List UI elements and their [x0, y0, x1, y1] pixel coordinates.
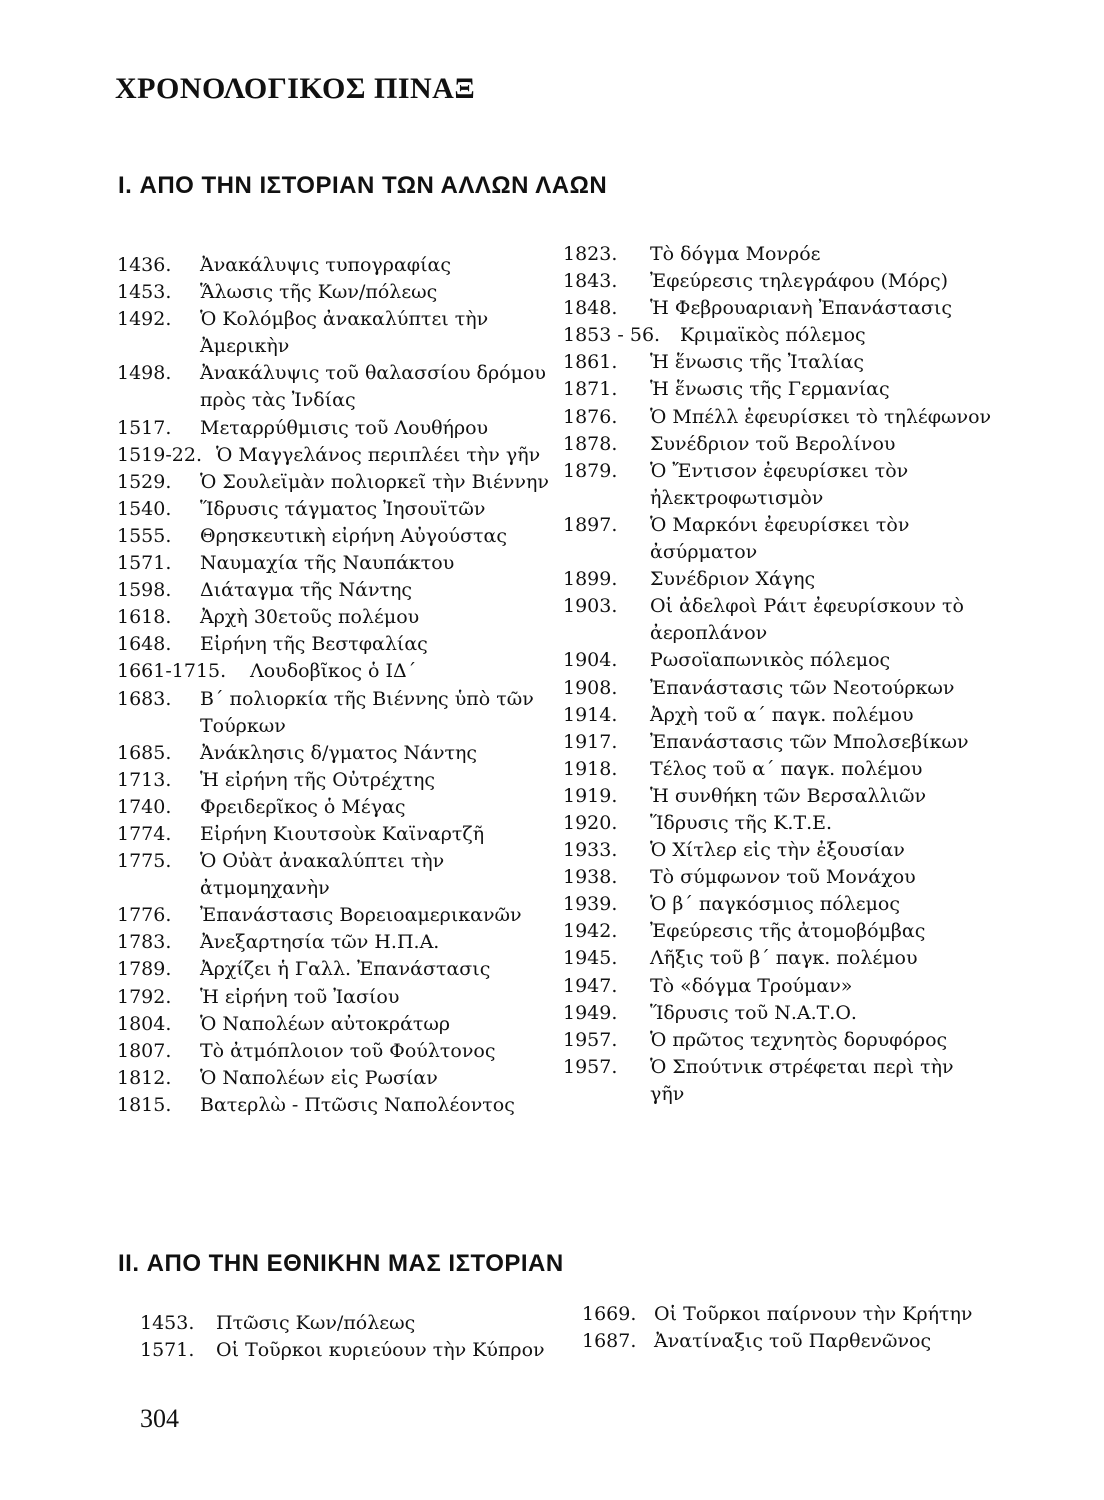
entry-event: Ὁ Ναπολέων εἰς Ρωσίαν	[200, 1066, 438, 1089]
timeline-entry	[117, 1065, 555, 1092]
timeline-entry	[117, 794, 555, 821]
timeline-left-column	[117, 252, 555, 1119]
entry-year: 1618.	[117, 606, 172, 629]
timeline-entry	[563, 891, 993, 918]
timeline-entry	[117, 469, 555, 496]
entry-year: 1775.	[117, 850, 172, 873]
entry-event: Τὸ δόγμα Μονρόε	[650, 243, 821, 265]
timeline-entry	[117, 577, 555, 604]
entry-event: Λουδοβῖκος ὁ ΙΔ΄	[250, 660, 417, 683]
entry-year: 1848.	[563, 297, 618, 320]
timeline-entry	[563, 675, 993, 702]
entry-year: 1933.	[563, 839, 618, 862]
entry-event: Ἡ Φεβρουαριανὴ Ἐπανάστασις	[650, 297, 952, 320]
entry-year: 1774.	[117, 822, 172, 845]
timeline-entry	[563, 864, 993, 891]
entry-event: Λῆξις τοῦ β΄ παγκ. πολέμου	[650, 947, 918, 970]
entry-event: Ἀνατίναξις τοῦ Παρθενῶνος	[654, 1330, 932, 1353]
entry-year: 1853 - 56.	[563, 324, 661, 347]
entry-event: Τὸ σύμφωνον τοῦ Μονάχου	[650, 866, 916, 889]
entry-event: Τέλος τοῦ α΄ παγκ. πολέμου	[650, 757, 923, 780]
entry-year: 1555.	[117, 524, 172, 547]
timeline-entry	[563, 1054, 993, 1108]
timeline-entry	[117, 929, 555, 956]
entry-year: 1957.	[563, 1055, 618, 1078]
timeline-entry	[563, 295, 993, 322]
timeline-entry	[563, 783, 993, 810]
entry-year: 1453.	[140, 1312, 195, 1334]
timeline-entry	[563, 702, 993, 729]
timeline-entry	[563, 729, 993, 756]
timeline-entry	[563, 810, 993, 837]
entry-year: 1823.	[563, 243, 618, 265]
entry-year: 1669.	[582, 1303, 637, 1325]
entry-event: Ἡ εἰρήνη τοῦ Ἰασίου	[200, 985, 400, 1008]
entry-year: 1903.	[563, 595, 618, 618]
entry-year: 1571.	[117, 552, 172, 575]
entry-event: Ὁ Μαγγελάνος περιπλέει τὴν γῆν	[216, 443, 541, 466]
timeline-entry	[563, 404, 993, 431]
entry-year: 1919.	[563, 784, 618, 807]
timeline-entry	[117, 306, 555, 360]
entry-year: 1920.	[563, 811, 618, 834]
entry-event: Ὁ Ναπολέων αὐτοκράτωρ	[200, 1012, 451, 1035]
entry-year: 1783.	[117, 931, 172, 954]
entry-year: 1904.	[563, 649, 618, 672]
timeline-entry	[563, 376, 993, 403]
entry-year: 1949.	[563, 1001, 618, 1024]
entry-event: Ἀρχὴ 30ετοῦς πολέμου	[200, 606, 420, 629]
national-left-column	[140, 1310, 560, 1364]
timeline-entry	[117, 360, 555, 414]
timeline-entry	[563, 512, 993, 566]
entry-event: Ἡ ἕνωσις τῆς Ἰταλίας	[650, 351, 865, 374]
timeline-entry	[582, 1301, 1002, 1328]
entry-event: Ὁ Ἔντισον ἐφευρίσκει τὸν ἠλεκτροφωτισμὸν	[650, 459, 909, 509]
entry-event: Ρωσοϊαπωνικὸς πόλεμος	[650, 649, 891, 672]
entry-year: 1879.	[563, 459, 618, 482]
timeline-entry	[117, 902, 555, 929]
timeline-entry	[117, 740, 555, 767]
timeline-entry	[563, 918, 993, 945]
entry-year: 1807.	[117, 1039, 172, 1062]
timeline-entry	[117, 1038, 555, 1065]
entry-year: 1571.	[140, 1339, 195, 1362]
entry-year: 1914.	[563, 703, 618, 726]
entry-event: Ἵδρυσις τοῦ Ν.Α.Τ.Ο.	[650, 1001, 857, 1024]
entry-year: 1498.	[117, 362, 172, 385]
timeline-entry	[563, 756, 993, 783]
entry-event: Ὁ πρῶτος τεχνητὸς δορυφόρος	[650, 1028, 948, 1051]
timeline-entry	[117, 550, 555, 577]
timeline-entry	[563, 566, 993, 593]
timeline-entry	[117, 279, 555, 306]
timeline-entry	[117, 252, 555, 279]
entry-year: 1878.	[563, 432, 618, 455]
entry-event: Οἱ ἀδελφοὶ Ράιτ ἐφευρίσκουν τὸ ἀεροπλάνον	[650, 595, 964, 645]
entry-event: Ἀνακάλυψις τυπογραφίας	[200, 254, 451, 276]
entry-event: Ἐφεύρεσις τῆς ἀτομοβόμβας	[650, 920, 926, 943]
entry-year: 1899.	[563, 568, 618, 591]
entry-event: Ἡ ἕνωσις τῆς Γερμανίας	[650, 378, 890, 401]
entry-year: 1713.	[117, 768, 172, 791]
section-heading-national-history: II. ΑΠΟ ΤΗΝ ΕΘΝΙΚΗΝ ΜΑΣ ΙΣΤΟΡΙΑΝ	[118, 1250, 564, 1277]
entry-event: Ἡ εἰρήνη τῆς Οὐτρέχτης	[200, 768, 435, 791]
timeline-entry	[563, 268, 993, 295]
entry-event: Ὁ β΄ παγκόσμιος πόλεμος	[650, 893, 901, 916]
timeline-entry	[117, 821, 555, 848]
entry-event: Τὸ «δόγμα Τρούμαν»	[650, 974, 853, 997]
entry-event: Ἀρχίζει ἡ Γαλλ. Ἐπανάστασις	[200, 958, 491, 981]
entry-event: Ἐπανάστασις Βορειοαμερικανῶν	[200, 904, 522, 927]
timeline-entry	[117, 956, 555, 983]
entry-event: Ἐφεύρεσις τηλεγράφου (Μόρς)	[650, 270, 949, 293]
entry-event: Φρειδερῖκος ὁ Μέγας	[200, 795, 406, 818]
section-heading-other-peoples: I. ΑΠΟ ΤΗΝ ΙΣΤΟΡΙΑΝ ΤΩΝ ΑΛΛΩΝ ΛΑΩΝ	[118, 172, 608, 199]
timeline-entry	[117, 604, 555, 631]
entry-year: 1661-1715.	[117, 660, 227, 683]
entry-event: Ἡ συνθήκη τῶν Βερσαλλιῶν	[650, 784, 927, 807]
entry-event: Βατερλὼ - Πτῶσις Ναπολέοντος	[200, 1093, 515, 1116]
timeline-entry	[563, 945, 993, 972]
entry-year: 1804.	[117, 1012, 172, 1035]
entry-year: 1812.	[117, 1066, 172, 1089]
entry-year: 1529.	[117, 470, 172, 493]
entry-year: 1648.	[117, 633, 172, 656]
timeline-entry	[117, 631, 555, 658]
entry-event: Θρησκευτικὴ εἰρήνη Αὐγούστας	[200, 524, 508, 547]
entry-event: Ἅλωσις τῆς Κων/πόλεως	[200, 281, 438, 304]
entry-year: 1598.	[117, 579, 172, 602]
entry-year: 1740.	[117, 795, 172, 818]
entry-year: 1957.	[563, 1028, 618, 1051]
entry-year: 1687.	[582, 1330, 637, 1353]
entry-year: 1519-22.	[117, 443, 202, 466]
timeline-entry	[117, 658, 555, 685]
entry-year: 1939.	[563, 893, 618, 916]
entry-event: Ἐπανάστασις τῶν Μπολσεβίκων	[650, 730, 969, 753]
entry-year: 1945.	[563, 947, 618, 970]
entry-year: 1897.	[563, 513, 618, 536]
entry-event: Ἀνάκλησις δ/γματος Νάντης	[200, 741, 478, 764]
entry-year: 1947.	[563, 974, 618, 997]
timeline-entry	[563, 322, 993, 349]
entry-event: Ναυμαχία τῆς Ναυπάκτου	[200, 552, 455, 575]
entry-event: Ὁ Κολόμβος ἀνακαλύπτει τὴν Ἀμερικὴν	[200, 308, 489, 358]
timeline-entry	[563, 241, 993, 268]
entry-event: Ὁ Μπέλλ ἐφευρίσκει τὸ τηλέφωνον	[650, 405, 992, 428]
entry-event: Ὁ Χίτλερ εἰς τὴν ἐξουσίαν	[650, 839, 905, 862]
entry-year: 1815.	[117, 1093, 172, 1116]
timeline-entry	[563, 1000, 993, 1027]
timeline-entry	[140, 1310, 560, 1337]
timeline-entry	[563, 973, 993, 1000]
entry-event: Κριμαϊκὸς πόλεμος	[680, 324, 866, 347]
timeline-entry	[117, 1011, 555, 1038]
entry-year: 1917.	[563, 730, 618, 753]
entry-year: 1792.	[117, 985, 172, 1008]
timeline-entry	[563, 647, 993, 674]
entry-event: Ὁ Μαρκόνι ἐφευρίσκει τὸν ἀσύρματον	[650, 513, 910, 564]
entry-year: 1843.	[563, 270, 618, 293]
entry-event: Ἀνακάλυψις τοῦ θαλασσίου δρόμου πρὸς τὰς Ἰνδίας	[200, 362, 546, 412]
entry-event: Ὁ Σουλεϊμὰν πολιορκεῖ τὴν Βιέννην	[200, 470, 549, 493]
timeline-entry	[140, 1337, 560, 1364]
entry-year: 1776.	[117, 904, 172, 927]
entry-year: 1876.	[563, 405, 618, 428]
timeline-entry	[563, 1027, 993, 1054]
timeline-entry	[563, 431, 993, 458]
national-right-column	[582, 1301, 1002, 1355]
entry-event: Εἰρήνη τῆς Βεστφαλίας	[200, 633, 428, 656]
entry-event: Ἵδρυσις τάγματος Ἰησουϊτῶν	[200, 497, 486, 520]
entry-year: 1492.	[117, 308, 172, 331]
timeline-right-column	[563, 241, 993, 1108]
entry-event: Διάταγμα τῆς Νάντης	[200, 579, 413, 602]
timeline-entry	[563, 349, 993, 376]
entry-year: 1861.	[563, 351, 618, 374]
entry-event: Ὁ Σπούτνικ στρέφεται περὶ τὴν γῆν	[650, 1055, 954, 1105]
entry-event: Ἀνεξαρτησία τῶν Η.Π.Α.	[200, 931, 440, 954]
entry-event: Πτῶσις Κων/πόλεως	[216, 1312, 416, 1334]
entry-year: 1918.	[563, 757, 618, 780]
timeline-entry	[582, 1328, 1002, 1355]
timeline-entry	[563, 593, 993, 647]
entry-event: Ἐπανάστασις τῶν Νεοτούρκων	[650, 676, 955, 699]
entry-year: 1436.	[117, 254, 172, 276]
entry-event: Οἱ Τοῦρκοι κυριεύουν τὴν Κύπρον	[216, 1339, 545, 1362]
entry-year: 1517.	[117, 416, 172, 439]
entry-year: 1453.	[117, 281, 172, 304]
page-title: ΧΡΟΝΟΛΟΓΙΚΟΣ ΠΙΝΑΞ	[115, 72, 476, 105]
entry-event: Ἵδρυσις τῆς Κ.Τ.Ε.	[650, 811, 833, 834]
timeline-entry	[117, 686, 555, 740]
entry-year: 1789.	[117, 958, 172, 981]
timeline-entry	[117, 848, 555, 902]
timeline-entry	[117, 523, 555, 550]
timeline-entry	[117, 415, 555, 442]
timeline-entry	[563, 458, 993, 512]
entry-year: 1938.	[563, 866, 618, 889]
entry-year: 1540.	[117, 497, 172, 520]
timeline-entry	[117, 496, 555, 523]
timeline-entry	[117, 1092, 555, 1119]
entry-year: 1908.	[563, 676, 618, 699]
entry-event: Συνέδριον τοῦ Βερολίνου	[650, 432, 896, 455]
entry-event: Οἱ Τοῦρκοι παίρνουν τὴν Κρήτην	[654, 1303, 973, 1325]
entry-event: Εἰρήνη Κιουτσοὺκ Καϊναρτζῆ	[200, 822, 485, 845]
entry-event: Μεταρρύθμισις τοῦ Λουθήρου	[200, 416, 489, 439]
timeline-entry	[563, 837, 993, 864]
entry-event: Τὸ ἀτμόπλοιον τοῦ Φούλτονος	[200, 1039, 496, 1062]
timeline-entry	[117, 442, 555, 469]
entry-year: 1683.	[117, 687, 172, 710]
timeline-entry	[117, 984, 555, 1011]
entry-year: 1871.	[563, 378, 618, 401]
entry-event: Ὁ Οὐὰτ ἀνακαλύπτει τὴν ἀτμομηχανὴν	[200, 850, 445, 900]
entry-year: 1942.	[563, 920, 618, 943]
page-number: 304	[140, 1404, 179, 1433]
entry-event: Β΄ πολιορκία τῆς Βιέννης ὑπὸ τῶν Τούρκων	[200, 687, 534, 737]
timeline-entry	[117, 767, 555, 794]
entry-event: Ἀρχὴ τοῦ α΄ παγκ. πολέμου	[650, 703, 914, 726]
entry-year: 1685.	[117, 741, 172, 764]
entry-event: Συνέδριον Χάγης	[650, 568, 816, 591]
